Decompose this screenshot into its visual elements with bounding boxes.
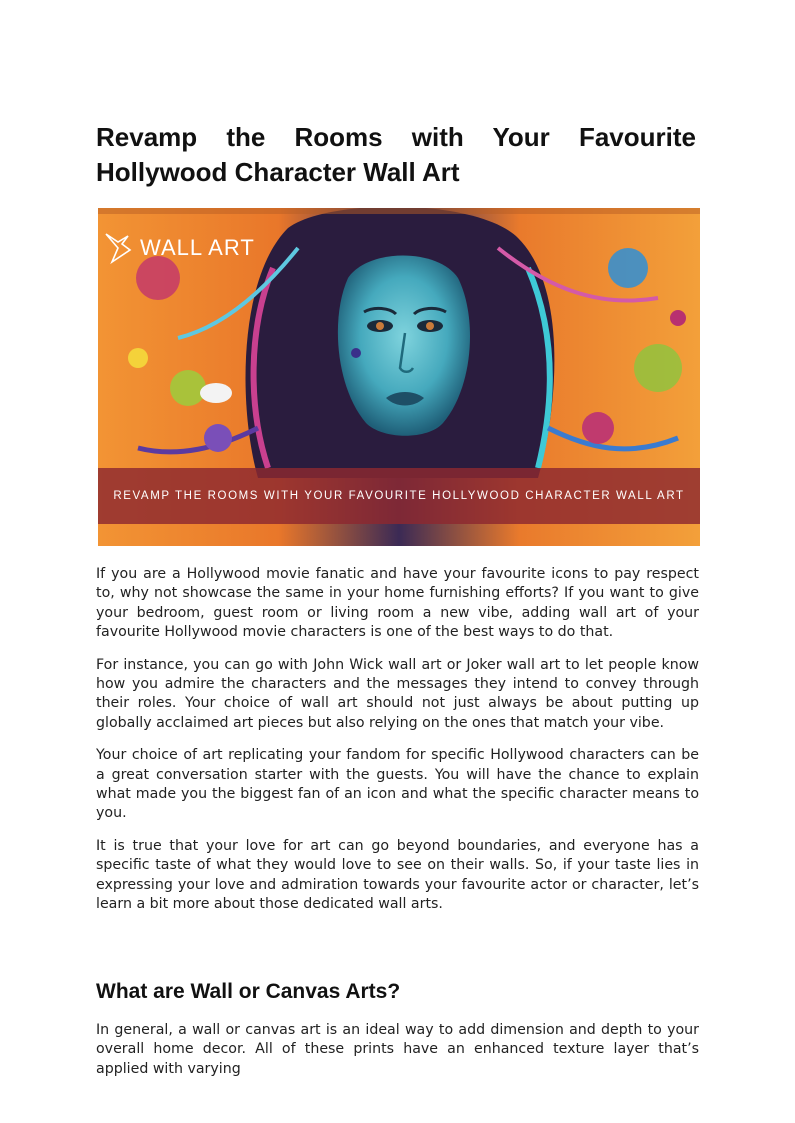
intro-paragraphs — [96, 565, 699, 928]
paragraph: If you are a Hollywood movie fanatic and have your favourite icons to pay respect to, why not showcase the same in your home furnishing efforts? If you want to give your bedroom, guest room or living room a new vibe, adding wall art of your favourite Hollywood movie characters is one of the best ways to do that. — [96, 566, 699, 641]
paragraph: Your choice of art replicating your fandom for specific Hollywood characters can be a great conversation starter with the guests. You will have the chance to explain what made you the biggest fan of an icon and what the specific character means to you. — [96, 747, 699, 822]
banner-text: REVAMP THE ROOMS WITH YOUR FAVOURITE HOLLYWOOD CHARACTER WALL ART — [113, 490, 685, 502]
section-heading: What are Wall or Canvas Arts? — [96, 980, 401, 1003]
paragraph: It is true that your love for art can go beyond boundaries, and everyone has a specific taste of what they would love to see on their walls. So, if your taste lies in expressing your love and admiration towards your favourite actor or character, let’s learn a bit more about those dedicated wall arts. — [96, 837, 699, 913]
section-wall-arts — [96, 979, 699, 1092]
hero-image — [98, 208, 700, 546]
origami-bird-icon — [102, 230, 134, 266]
wall-art-logo — [102, 230, 255, 266]
article-title: Revamp the Rooms with Your Favourite Hollywood Character Wall Art — [96, 122, 696, 187]
paragraph: In general, a wall or canvas art is an ideal way to add dimension and depth to your overall home decor. All of these prints have an enhanced texture layer that’s applied with varying — [96, 1022, 699, 1077]
paragraph: For instance, you can go with John Wick wall art or Joker wall art to let people know how you admire the characters and the messages they intend to convey through their roles. Your choice of wall art should not just always be about putting up globally acclaimed art pieces but also relying on the ones that match your vibe. — [96, 656, 699, 731]
hero-banner — [98, 468, 700, 524]
logo-text: WALL ART — [140, 235, 255, 260]
